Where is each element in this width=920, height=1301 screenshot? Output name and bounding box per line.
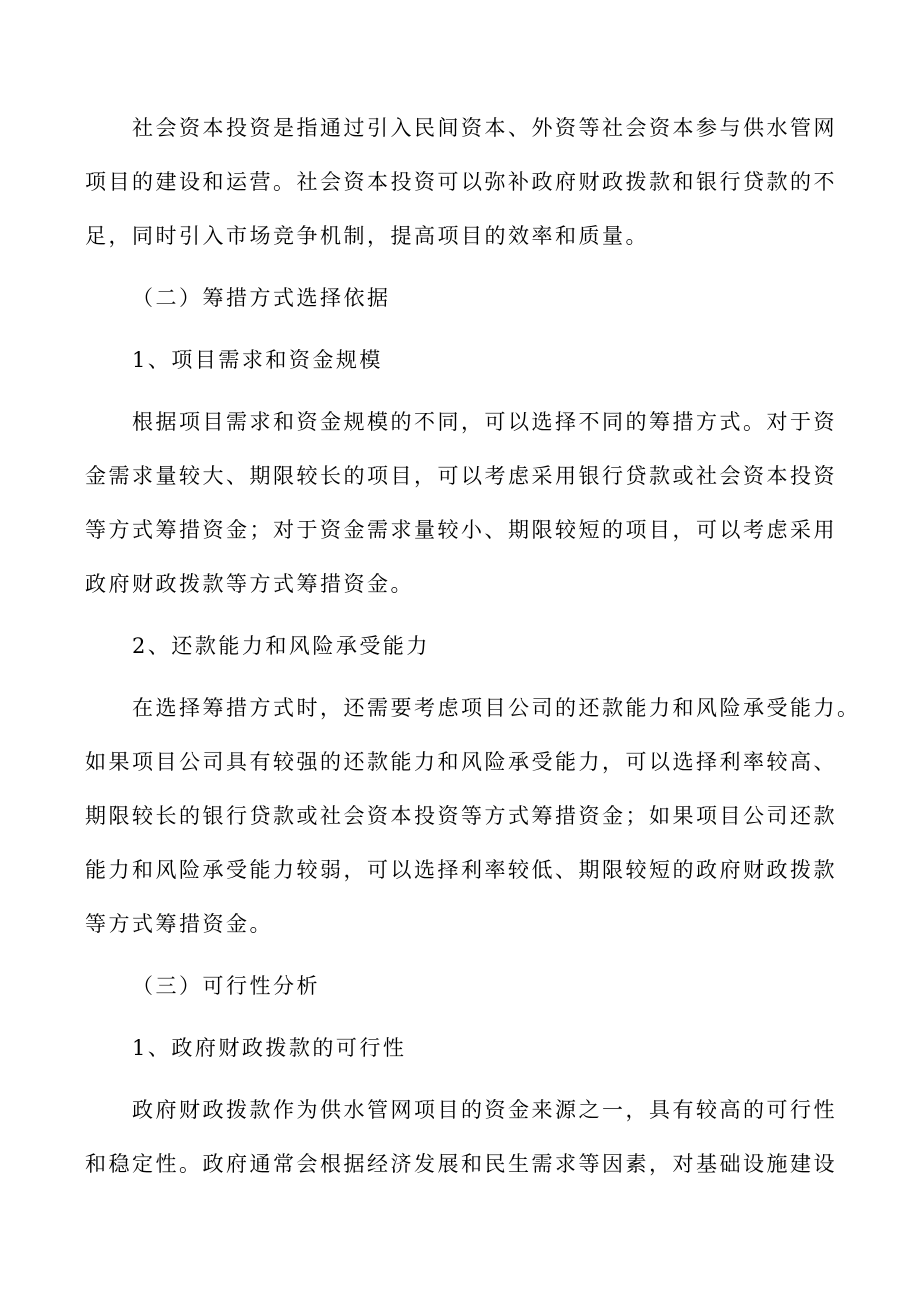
section-heading-text: （二）筹措方式选择依据 [132, 286, 391, 310]
paragraph-line: 等方式筹措资金；对于资金需求量较小、期限较短的项目，可以考虑采用 [85, 518, 837, 542]
paragraph-line: 等方式筹措资金。 [85, 912, 273, 936]
paragraph-line: 金需求量较大、期限较长的项目，可以考虑采用银行贷款或社会资本投资 [85, 464, 837, 488]
paragraph-line: 能力和风险承受能力较弱，可以选择利率较低、期限较短的政府财政拨款 [85, 858, 837, 882]
paragraph-line: 项目的建设和运营。社会资本投资可以弥补政府财政拨款和银行贷款的不 [85, 170, 837, 194]
paragraph-line: 政府财政拨款等方式筹措资金。 [85, 572, 414, 596]
paragraph-line: 政府财政拨款作为供水管网项目的资金来源之一，具有较高的可行性 [132, 1098, 837, 1122]
subsection-heading [85, 1021, 837, 1075]
subsection-heading-text: 1、政府财政拨款的可行性 [132, 1036, 407, 1060]
paragraph-line: 足，同时引入市场竞争机制，提高项目的效率和质量。 [85, 224, 649, 248]
subsection-heading [85, 333, 837, 387]
paragraph [85, 681, 861, 951]
subsection-heading-text: 1、项目需求和资金规模 [132, 348, 383, 372]
document-body [85, 101, 861, 1199]
paragraph-line: 和稳定性。政府通常会根据经济发展和民生需求等因素，对基础设施建设 [85, 1152, 837, 1176]
intro-paragraph [85, 101, 837, 263]
subsection-heading [85, 619, 837, 673]
paragraph [85, 395, 837, 611]
section-heading [85, 271, 837, 325]
paragraph-line: 根据项目需求和资金规模的不同，可以选择不同的筹措方式。对于资 [132, 410, 837, 434]
section-heading [85, 959, 837, 1013]
paragraph-line: 在选择筹措方式时，还需要考虑项目公司的还款能力和风险承受能力。 [132, 696, 861, 720]
paragraph [85, 1083, 837, 1191]
paragraph-line: 如果项目公司具有较强的还款能力和风险承受能力，可以选择利率较高、 [85, 750, 837, 774]
paragraph-line: 期限较长的银行贷款或社会资本投资等方式筹措资金；如果项目公司还款 [85, 804, 837, 828]
section-heading-text: （三）可行性分析 [132, 974, 320, 998]
subsection-heading-text: 2、还款能力和风险承受能力 [132, 634, 430, 658]
paragraph-line: 社会资本投资是指通过引入民间资本、外资等社会资本参与供水管网 [132, 116, 837, 140]
